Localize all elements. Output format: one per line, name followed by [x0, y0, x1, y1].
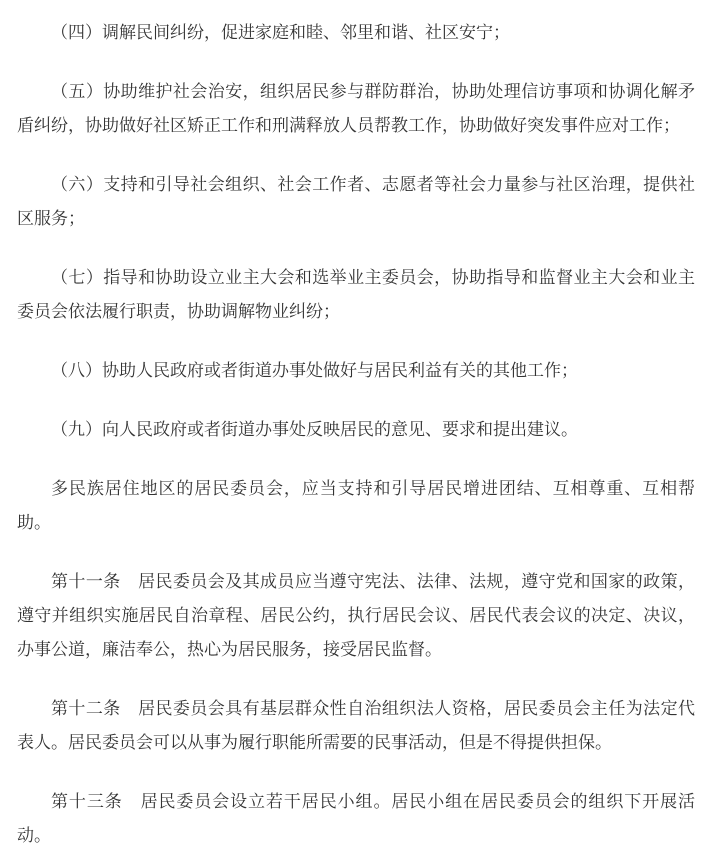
paragraph-article-12: 第十二条 居民委员会具有基层群众性自治组织法人资格，居民委员会主任为法定代表人。居民委员会可以从事为履行职能所需要的民事活动，但是不得提供担保。: [17, 699, 695, 752]
paragraph-article-11: 第十一条 居民委员会及其成员应当遵守宪法、法律、法规，遵守党和国家的政策，遵守并组织实施居民自治章程、居民公约，执行居民会议、居民代表会议的决定、决议，办事公道，廉洁奉公，热心为居民服务，接受居民监督。: [17, 572, 695, 659]
paragraph-item-4: （四）调解民间纠纷，促进家庭和睦、邻里和谐、社区安宁；: [51, 23, 510, 42]
paragraph-item-5: （五）协助维护社会治安，组织居民参与群防群治，协助处理信访事项和协调化解矛盾纠纷，协助做好社区矫正工作和刑满释放人员帮教工作，协助做好突发事件应对工作；: [17, 82, 695, 135]
paragraph-multiethnic-clause: 多民族居住地区的居民委员会，应当支持和引导居民增进团结、互相尊重、互相帮助。: [17, 479, 695, 532]
paragraph-item-9: （九）向人民政府或者街道办事处反映居民的意见、要求和提出建议。: [51, 420, 578, 439]
paragraph-item-7: （七）指导和协助设立业主大会和选举业主委员会，协助指导和监督业主大会和业主委员会依法履行职责，协助调解物业纠纷；: [17, 268, 695, 321]
paragraph-item-8: （八）协助人民政府或者街道办事处做好与居民利益有关的其他工作；: [51, 361, 578, 380]
paragraph-article-13: 第十三条 居民委员会设立若干居民小组。居民小组在居民委员会的组织下开展活动。: [17, 792, 695, 845]
paragraph-item-6: （六）支持和引导社会组织、社会工作者、志愿者等社会力量参与社区治理，提供社区服务；: [17, 175, 695, 228]
